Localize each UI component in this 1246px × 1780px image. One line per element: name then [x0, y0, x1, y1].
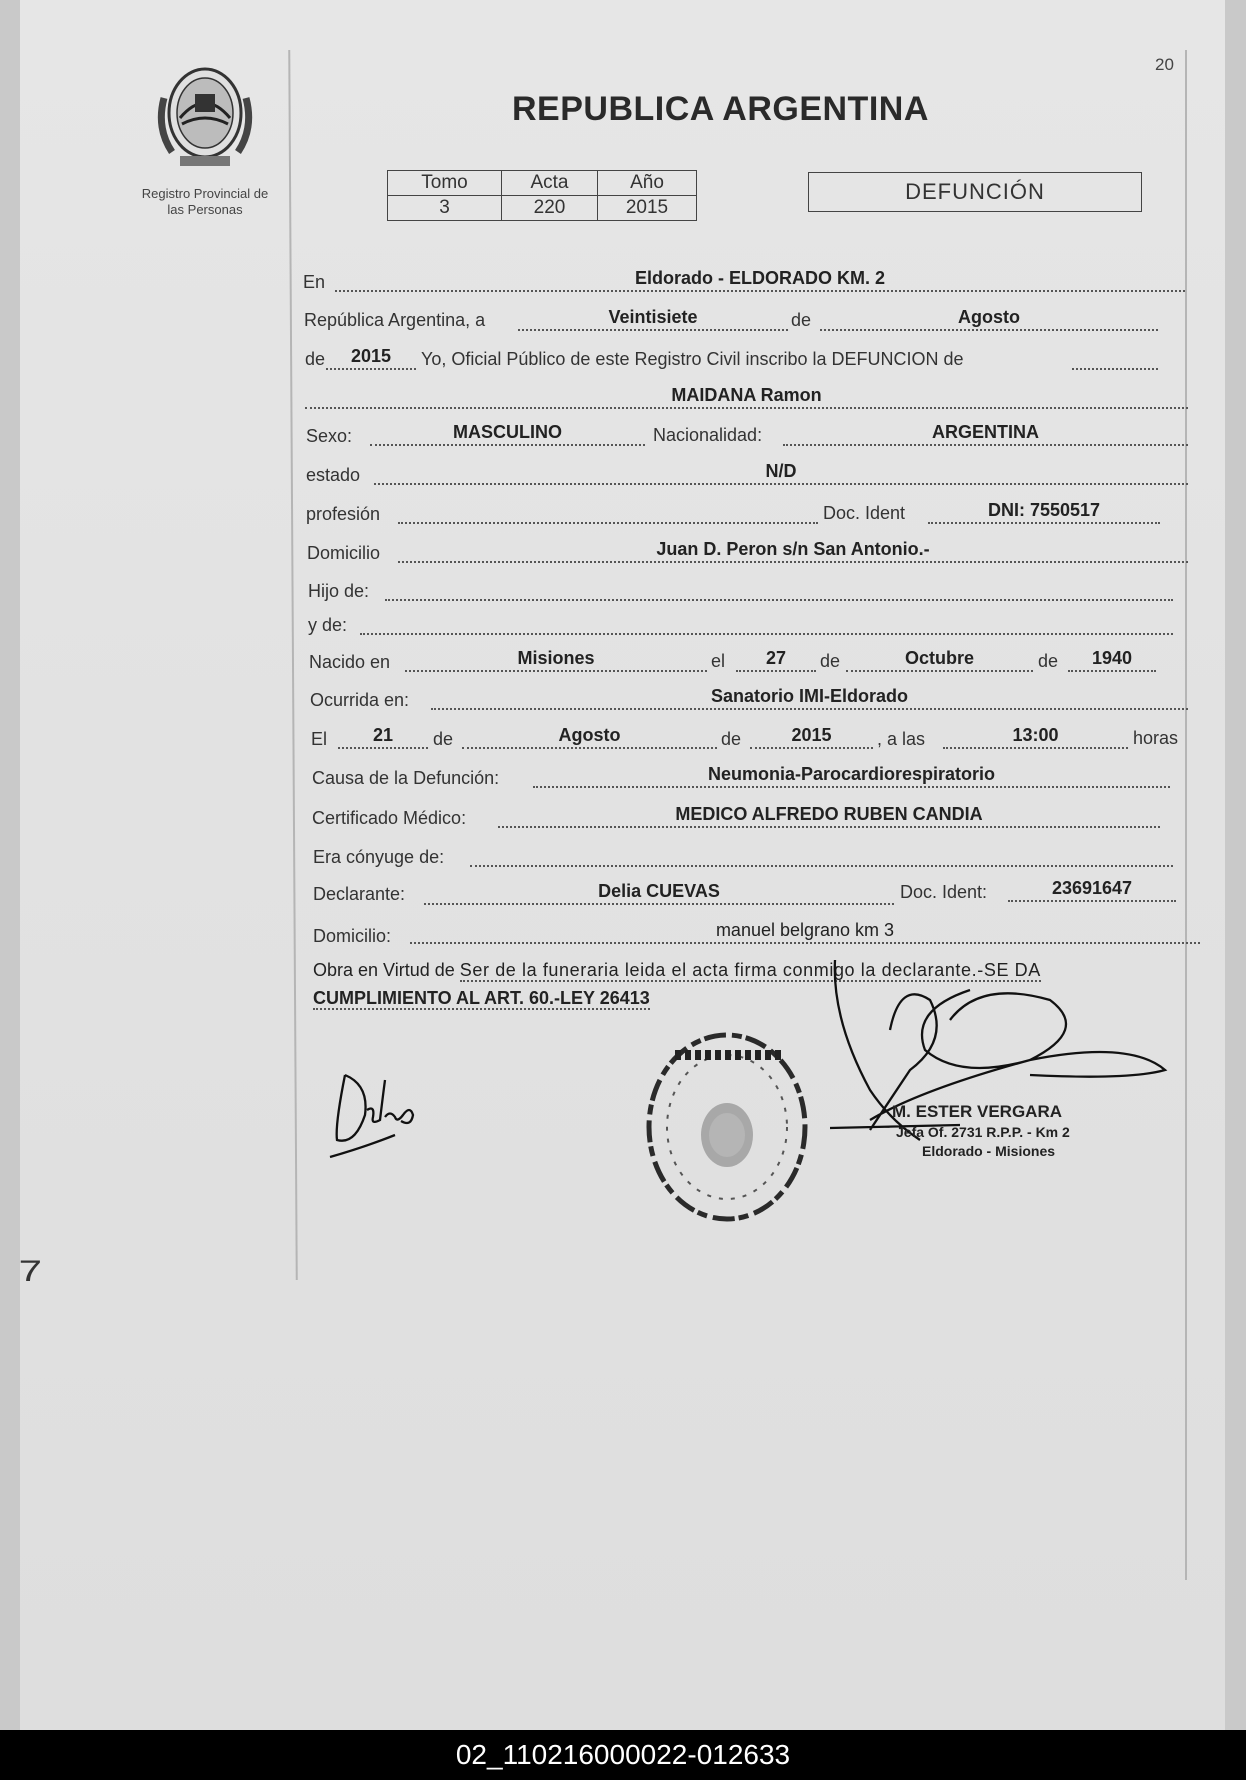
- official-seal-icon: [635, 1025, 820, 1230]
- header-tomo: Tomo: [388, 171, 502, 196]
- label-de5: de: [433, 729, 454, 749]
- field-nombre: MAIDANA Ramon: [305, 385, 1188, 409]
- field-nombre-lead: [1072, 346, 1158, 370]
- header-anio: Año: [598, 171, 697, 196]
- value-tomo: 3: [388, 196, 502, 221]
- field-def-anio: 2015: [750, 725, 873, 749]
- field-sexo: MASCULINO: [370, 422, 645, 446]
- official-name: M. ESTER VERGARA: [892, 1102, 1063, 1121]
- field-hijo-de: [385, 577, 1173, 601]
- field-decl-domicilio: manuel belgrano km 3: [410, 920, 1200, 944]
- field-nacionalidad: ARGENTINA: [783, 422, 1188, 446]
- value-acta: 220: [502, 196, 598, 221]
- label-estado: estado: [306, 465, 361, 485]
- field-declarante: Delia CUEVAS: [424, 881, 894, 905]
- label-de1: de: [791, 310, 812, 330]
- margin-mark: 7: [18, 1255, 43, 1288]
- label-y-de: y de:: [308, 615, 348, 635]
- field-decl-doc: 23691647: [1008, 878, 1176, 902]
- record-type-box: DEFUNCIÓN: [808, 172, 1142, 212]
- label-hijo-de: Hijo de:: [308, 581, 370, 601]
- field-mes: Agosto: [820, 307, 1158, 331]
- label-horas: horas: [1133, 728, 1179, 748]
- label-el2: El: [311, 729, 328, 749]
- field-def-hora: 13:00: [943, 725, 1128, 749]
- label-de4: de: [1038, 651, 1059, 671]
- label-republica: República Argentina, a: [304, 310, 486, 330]
- field-def-dia: 21: [338, 725, 428, 749]
- label-de6: de: [721, 729, 742, 749]
- field-y-de: [360, 611, 1173, 635]
- label-a-las: , a las: [877, 729, 926, 749]
- value-anio: 2015: [598, 196, 697, 221]
- official-title: Jefa Of. 2731 R.P.P. - Km 2: [896, 1124, 1070, 1140]
- field-nac-anio: 1940: [1068, 648, 1156, 672]
- label-el: el: [711, 651, 726, 671]
- record-table: [387, 170, 697, 221]
- registry-name-line1: Registro Provincial de: [141, 186, 269, 201]
- field-nac-dia: 27: [736, 648, 816, 672]
- field-nacido-en: Misiones: [405, 648, 707, 672]
- footer-id: 02_110216000022-012633: [0, 1730, 1246, 1780]
- label-doc-ident2: Doc. Ident:: [900, 882, 988, 902]
- label-de2: de: [305, 349, 326, 369]
- label-doc-ident: Doc. Ident: [823, 503, 906, 523]
- field-anio: 2015: [326, 346, 416, 370]
- label-en: En: [303, 272, 326, 292]
- label-nacido-en: Nacido en: [309, 652, 391, 672]
- field-ocurrida-en: Sanatorio IMI-Eldorado: [431, 686, 1188, 710]
- field-causa: Neumonia-Parocardiorespiratorio: [533, 764, 1170, 788]
- field-conyuge: [470, 843, 1173, 867]
- province-emblem-icon: [150, 58, 260, 176]
- field-nac-mes: Octubre: [846, 648, 1033, 672]
- page-number: 20: [1155, 55, 1174, 74]
- header-acta: Acta: [502, 171, 598, 196]
- registry-name-line2: las Personas: [167, 202, 243, 217]
- field-obra-line2: CUMPLIMIENTO AL ART. 60.-LEY 26413: [313, 988, 650, 1008]
- declarant-signature-icon: [325, 1055, 435, 1165]
- field-lugar: Eldorado - ELDORADO KM. 2: [335, 268, 1185, 292]
- field-domicilio: Juan D. Peron s/n San Antonio.-: [398, 539, 1188, 563]
- label-profesion: profesión: [306, 504, 381, 524]
- registry-name: [120, 186, 290, 218]
- field-estado: N/D: [374, 461, 1188, 485]
- field-dia: Veintisiete: [518, 307, 788, 331]
- document-title: REPUBLICA ARGENTINA: [512, 90, 929, 128]
- label-declarante: Declarante:: [313, 884, 406, 904]
- label-domicilio2: Domicilio:: [313, 926, 392, 946]
- record-table-header: [388, 171, 697, 196]
- label-sexo: Sexo:: [306, 426, 353, 446]
- field-profesion: [398, 500, 818, 524]
- label-de3: de: [820, 651, 841, 671]
- label-ocurrida-en: Ocurrida en:: [310, 690, 410, 710]
- field-obra-line1: Ser de la funeraria leida el acta firma conmigo la declarante.-SE DA: [459, 960, 1041, 980]
- field-doc-ident: DNI: 7550517: [928, 500, 1160, 524]
- field-def-mes: Agosto: [462, 725, 717, 749]
- obra-line2: [313, 988, 650, 1009]
- right-margin-line: [1185, 50, 1187, 1580]
- record-table-values: [388, 196, 697, 221]
- label-certificado: Certificado Médico:: [312, 808, 467, 828]
- label-nacionalidad: Nacionalidad:: [653, 425, 763, 445]
- field-certificado: MEDICO ALFREDO RUBEN CANDIA: [498, 804, 1160, 828]
- label-domicilio: Domicilio: [307, 543, 381, 563]
- label-yo: Yo, Oficial Público de este Registro Civil inscribo la DEFUNCION de: [421, 349, 964, 369]
- official-location: Eldorado - Misiones: [922, 1143, 1056, 1159]
- label-obra: Obra en Virtud de: [313, 960, 455, 980]
- label-conyuge: Era cónyuge de:: [313, 847, 445, 867]
- label-causa: Causa de la Defunción:: [312, 768, 500, 788]
